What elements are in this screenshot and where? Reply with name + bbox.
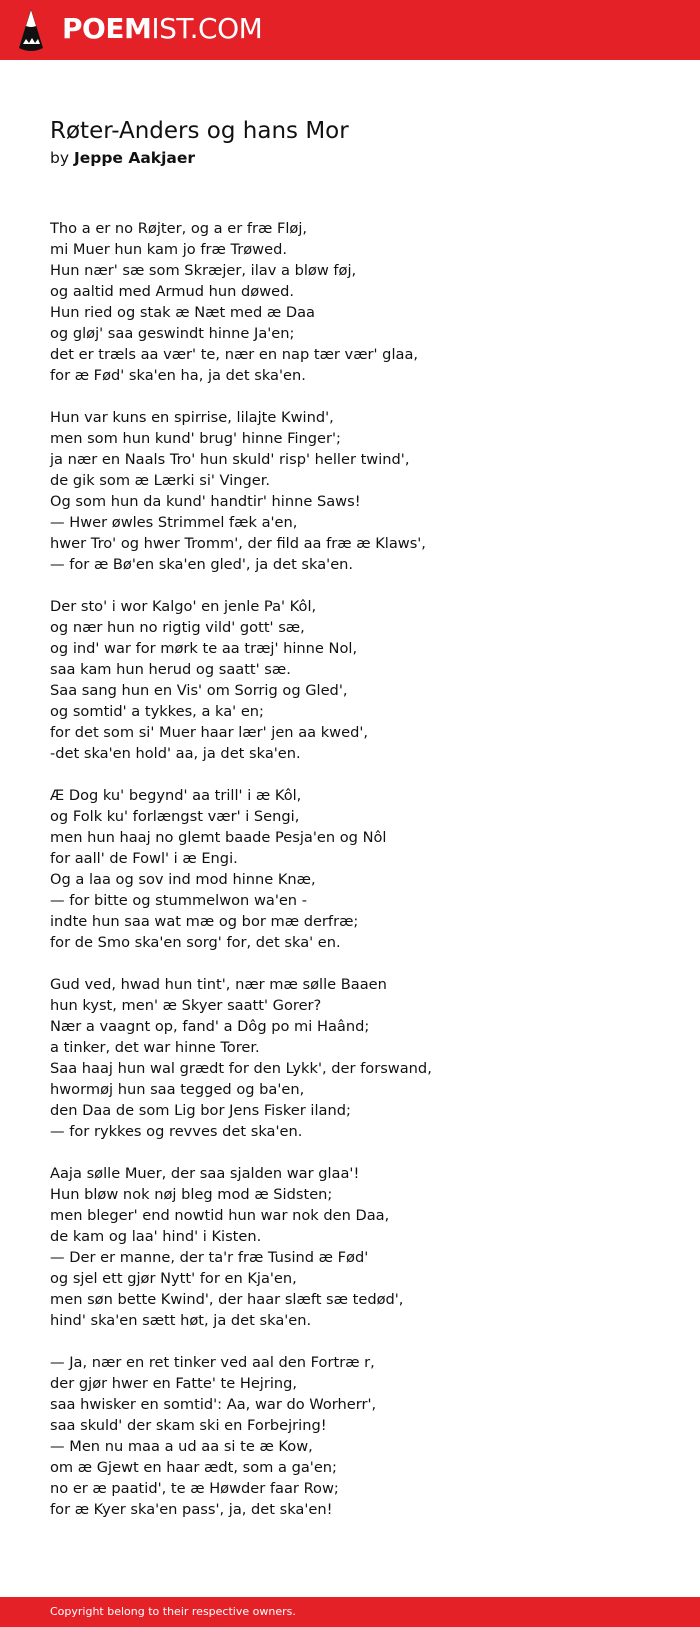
poem-line: — Der er manne, der ta'r fræ Tusind æ Fød' [50,1249,369,1266]
poem-line: Tho a er no Røjter, og a er fræ Fløj, [50,220,308,237]
poem-line: Hun var kuns en spirrise, lilajte Kwind', [50,409,334,426]
author-name[interactable]: Jeppe Aakjaer [73,149,196,167]
site-logo[interactable] [62,11,262,47]
poem-line: og sjel ett gjør Nytt' for en Kja'en, [50,1270,297,1287]
poem-line: hun kyst, men' æ Skyer saatt' Gorer? [50,997,322,1014]
poem-line: Der sto' i wor Kalgo' en jenle Pa' Kôl, [50,598,317,615]
poem-line: no er æ paatid', te æ Høwder faar Row; [50,1480,339,1497]
poem-line: men søn bette Kwind', der haar slæft sæ tedød', [50,1291,404,1308]
poem-line: Hun ried og stak æ Næt med æ Daa [50,304,316,321]
poem-line: de kam og laa' hind' i Kisten. [50,1228,262,1245]
poem-line: den Daa de som Lig bor Jens Fisker iland; [50,1102,351,1119]
site-footer [0,1597,700,1627]
poem-stanza [50,596,670,764]
poem-line: ja nær en Naals Tro' hun skuld' risp' heller twind', [50,451,410,468]
poem-line: — for bitte og stummelwon wa'en - [50,892,307,909]
poem-line: for æ Kyer ska'en pass', ja, det ska'en! [50,1501,333,1518]
poem-line: — Hwer øwles Strimmel fæk a'en, [50,514,298,531]
poem-line: Saa haaj hun wal grædt for den Lykk', der forswand, [50,1060,432,1077]
poem-line: Æ Dog ku' begynd' aa trill' i æ Kôl, [50,787,302,804]
poem-line: Gud ved, hwad hun tint', nær mæ sølle Baaen [50,976,387,993]
poem-line: om æ Gjewt en haar ædt, som a ga'en; [50,1459,337,1476]
poem-line: — Men nu maa a ud aa si te æ Kow, [50,1438,313,1455]
poem-line: hind' ska'en sætt høt, ja det ska'en. [50,1312,312,1329]
poem-line: saa hwisker en somtid': Aa, war do Worherr', [50,1396,377,1413]
poem-line: hwer Tro' og hwer Tromm', der fild aa fræ æ Klaws', [50,535,426,552]
poem-line: Nær a vaagnt op, fand' a Dôg po mi Haând; [50,1018,370,1035]
poem-line: for det som si' Muer haar lær' jen aa kwed', [50,724,368,741]
poem-line: for de Smo ska'en sorg' for, det ska' en. [50,934,341,951]
poem-line: og gløj' saa geswindt hinne Ja'en; [50,325,295,342]
poem-line: og somtid' a tykkes, a ka' en; [50,703,264,720]
byline [50,147,195,169]
poem-line: de gik som æ Lærki si' Vinger. [50,472,271,489]
poem-line: for aall' de Fowl' i æ Engi. [50,850,238,867]
poem-line: men bleger' end nowtid hun war nok den Daa, [50,1207,390,1224]
poem-line: saa skuld' der skam ski en Forbejring! [50,1417,327,1434]
logo-text-light: IST.COM [151,12,263,45]
poem-line: og ind' war for mørk te aa træj' hinne Nol, [50,640,358,657]
poem-line: — for rykkes og revves det ska'en. [50,1123,303,1140]
poem-line: Saa sang hun en Vis' om Sorrig og Gled', [50,682,348,699]
by-label: by [50,149,70,167]
poem-line: a tinker, det war hinne Torer. [50,1039,260,1056]
poem-line: indte hun saa wat mæ og bor mæ derfræ; [50,913,359,930]
poem-line: der gjør hwer en Fatte' te Hejring, [50,1375,298,1392]
poem-line: mi Muer hun kam jo fræ Trøwed. [50,241,287,258]
poem-line: og Folk ku' forlængst vær' i Sengi, [50,808,300,825]
poem-line: hwormøj hun saa tegged og ba'en, [50,1081,305,1098]
poem-line: — for æ Bø'en ska'en gled', ja det ska'en. [50,556,354,573]
site-header [0,0,700,60]
poem-line: det er træls aa vær' te, nær en nap tær vær' glaa, [50,346,419,363]
poem-line: Hun bløw nok nøj bleg mod æ Sidsten; [50,1186,333,1203]
poem-stanza [50,974,670,1142]
poem-line: Aaja sølle Muer, der saa sjalden war glaa'! [50,1165,360,1182]
poem-line: og nær hun no rigtig vild' gott' sæ, [50,619,305,636]
poem-line: og aaltid med Armud hun døwed. [50,283,295,300]
poem-line: Og a laa og sov ind mod hinne Knæ, [50,871,316,888]
poem-line: men som hun kund' brug' hinne Finger'; [50,430,341,447]
poem-line: saa kam hun herud og saatt' sæ. [50,661,291,678]
poem-stanza [50,1352,670,1520]
poem-title: Røter-Anders og hans Mor [50,118,349,144]
poem-line: Og som hun da kund' handtir' hinne Saws! [50,493,361,510]
pencil-logo-icon[interactable] [16,8,46,52]
poem-stanza [50,1163,670,1331]
poem-line: men hun haaj no glemt baade Pesja'en og Nôl [50,829,387,846]
poem-stanza [50,218,670,386]
logo-text-bold: POEM [62,12,152,45]
poem-line: Hun nær' sæ som Skræjer, ilav a bløw føj, [50,262,357,279]
poem-stanza [50,785,670,953]
poem-body [50,218,670,1541]
copyright-text: Copyright belong to their respective owners. [50,1605,296,1618]
poem-stanza [50,407,670,575]
poem-line: -det ska'en hold' aa, ja det ska'en. [50,745,301,762]
poem-line: for æ Fød' ska'en ha, ja det ska'en. [50,367,306,384]
poem-line: — Ja, nær en ret tinker ved aal den Fortræ r, [50,1354,375,1371]
